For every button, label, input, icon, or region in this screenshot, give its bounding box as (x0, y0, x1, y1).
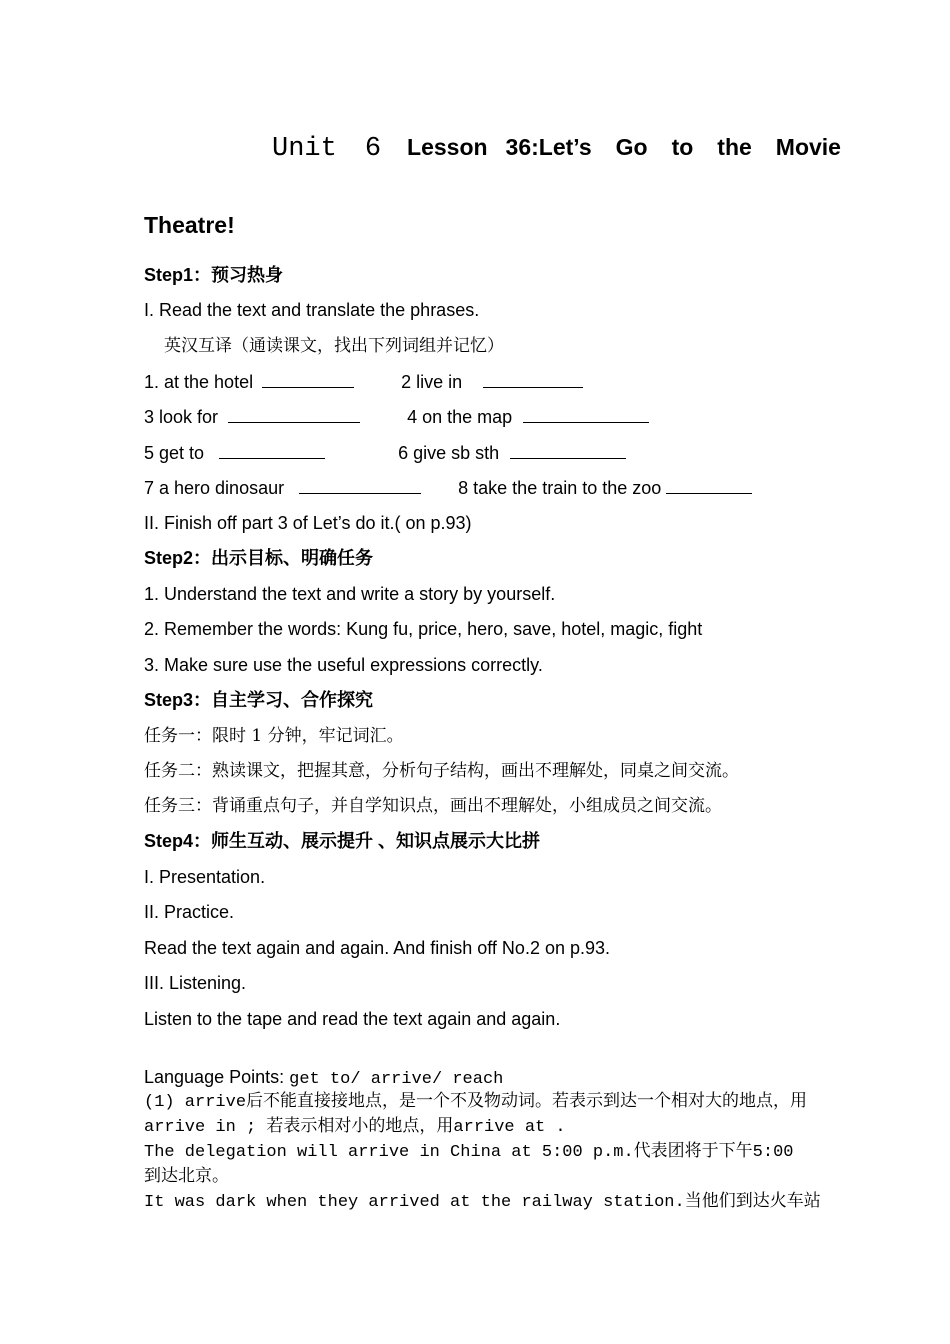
title-lesson-number: 36:Let’s (505, 134, 592, 160)
step2-item-2: 2. Remember the words: Kung fu, price, hero, save, hotel, magic, fight (144, 619, 703, 639)
title-unit-number: 6 (364, 134, 382, 164)
step1-heading: Step1：预习热身 (144, 265, 284, 285)
answer-blank-6[interactable] (510, 441, 626, 459)
language-point-1: (1) arrive后不能直接接地点，是一个不及物动词。若表示到达一个相对大的地点，用arrive in ; 若表示相对小的地点，用arrive at . (144, 1093, 808, 1137)
answer-blank-1[interactable] (262, 370, 354, 388)
step1-instruction: 英汉互译（通读课文，找出下列词组并记忆） (164, 336, 504, 356)
step2-item-1: 1. Understand the text and write a story by yourself. (144, 584, 556, 604)
answer-blank-5[interactable] (219, 441, 325, 459)
step3-task-1: 任务一：限时 1 分钟，牢记词汇。 (144, 726, 404, 746)
title-word-to: to (671, 134, 694, 160)
phrase-6: 6 give sb sth (398, 443, 500, 463)
step1-part1: I. Read the text and translate the phrases. (144, 300, 480, 320)
phrase-2: 2 live in (401, 372, 463, 392)
phrase-8: 8 take the train to the zoo (458, 478, 662, 498)
phrase-row-1 (144, 370, 583, 393)
title-lesson: Lesson (407, 134, 488, 160)
step4-heading: Step4：师生互动、展示提升 、知识点展示大比拼 (144, 831, 541, 851)
step3-task-3: 任务三：背诵重点句子，并自学知识点，画出不理解处，小组成员之间交流。 (144, 796, 722, 816)
step4-line-5: Listen to the tape and read the text again and again. (144, 1009, 561, 1029)
phrase-row-2 (144, 405, 649, 428)
step4-line-2: II. Practice. (144, 902, 235, 922)
step4-line-1: I. Presentation. (144, 867, 266, 887)
title-line-2: Theatre! (144, 212, 235, 238)
phrase-7: 7 a hero dinosaur (144, 478, 285, 498)
phrase-3: 3 look for (144, 407, 219, 427)
page-title (272, 134, 841, 164)
title-word-go: Go (615, 134, 648, 160)
answer-blank-4[interactable] (523, 405, 649, 423)
phrase-row-3 (144, 441, 626, 464)
answer-blank-2[interactable] (483, 370, 583, 388)
step4-line-4: III. Listening. (144, 973, 247, 993)
step1-part2: II. Finish off part 3 of Let’s do it.( on p.93) (144, 513, 472, 533)
language-points-label: Language Points: (144, 1067, 290, 1087)
phrase-1: 1. at the hotel (144, 372, 254, 392)
title-word-the: the (717, 134, 752, 160)
language-point-example-2: It was dark when they arrived at the railway station.当他们到达火车站 (144, 1193, 821, 1212)
title-unit: Unit (272, 134, 337, 164)
step2-item-3: 3. Make sure use the useful expressions correctly. (144, 655, 543, 675)
language-points-heading (144, 1066, 503, 1091)
step2-heading: Step2：出示目标、明确任务 (144, 548, 374, 568)
phrase-4: 4 on the map (407, 407, 513, 427)
language-points-words: get to/ arrive/ reach (289, 1070, 504, 1089)
step4-line-3: Read the text again and again. And finish off No.2 on p.93. (144, 938, 611, 958)
step3-heading: Step3：自主学习、合作探究 (144, 690, 374, 710)
answer-blank-8[interactable] (666, 476, 752, 494)
answer-blank-3[interactable] (228, 405, 360, 423)
title-word-movie: Movie (775, 134, 841, 160)
phrase-5: 5 get to (144, 443, 205, 463)
language-point-example-1: The delegation will arrive in China at 5:00 p.m.代表团将于下午5:00到达北京。 (144, 1143, 794, 1187)
step3-task-2: 任务二：熟读课文，把握其意，分析句子结构，画出不理解处，同桌之间交流。 (144, 761, 739, 781)
answer-blank-7[interactable] (299, 476, 421, 494)
phrase-row-4 (144, 476, 752, 499)
